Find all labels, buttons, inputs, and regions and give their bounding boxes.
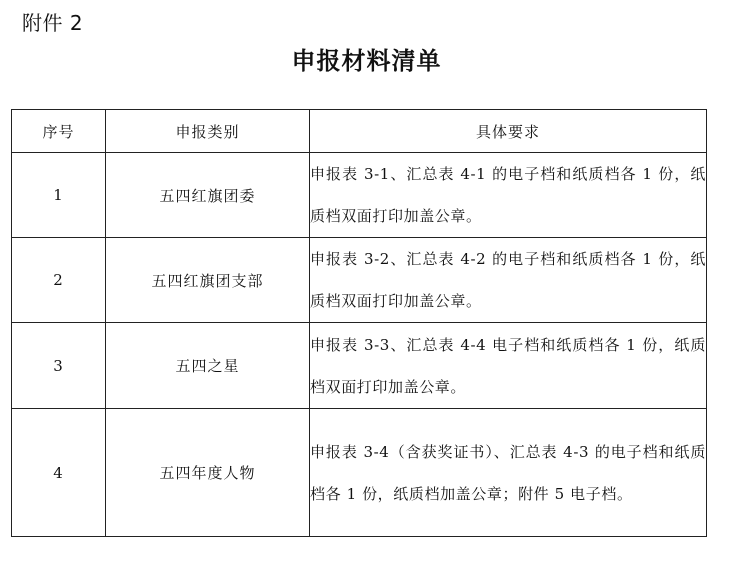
row-requirement: 申报表 3-4（含获奖证书）、汇总表 4-3 的电子档和纸质档各 1 份，纸质档加盖公章；附件 5 电子档。 <box>310 409 707 537</box>
row-category: 五四之星 <box>106 323 310 409</box>
table-header-row <box>12 110 707 153</box>
row-category: 五四年度人物 <box>106 409 310 537</box>
table-row <box>12 153 707 238</box>
header-requirement: 具体要求 <box>310 110 707 153</box>
table-row <box>12 238 707 323</box>
table-row <box>12 323 707 409</box>
page-title: 申报材料清单 <box>291 47 442 75</box>
header-category: 申报类别 <box>106 110 310 153</box>
row-category: 五四红旗团支部 <box>106 238 310 323</box>
attachment-label: 附件 2 <box>22 11 84 35</box>
row-seq: 2 <box>12 238 106 323</box>
row-seq: 3 <box>12 323 106 409</box>
row-requirement: 申报表 3-2、汇总表 4-2 的电子档和纸质档各 1 份，纸质档双面打印加盖公章。 <box>310 238 707 323</box>
row-requirement: 申报表 3-3、汇总表 4-4 电子档和纸质档各 1 份，纸质档双面打印加盖公章。 <box>310 323 707 409</box>
row-seq: 1 <box>12 153 106 238</box>
row-requirement: 申报表 3-1、汇总表 4-1 的电子档和纸质档各 1 份，纸质档双面打印加盖公章。 <box>310 153 707 238</box>
row-category: 五四红旗团委 <box>106 153 310 238</box>
materials-table <box>11 109 707 537</box>
header-seq: 序号 <box>12 110 106 153</box>
table-row <box>12 409 707 537</box>
row-seq: 4 <box>12 409 106 537</box>
